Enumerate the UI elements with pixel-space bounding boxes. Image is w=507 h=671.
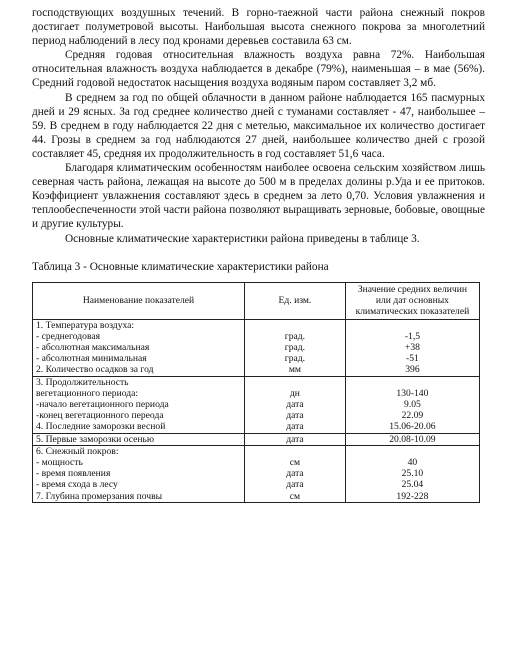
- row-unit: мм: [288, 364, 301, 376]
- row-label: 5. Первые заморозки осенью: [36, 433, 155, 445]
- row-label: - время схода в лесу: [36, 479, 118, 491]
- row-value: [349, 446, 476, 457]
- row-unit: [248, 446, 342, 457]
- cell-names: [33, 433, 245, 445]
- table-row: [33, 319, 480, 376]
- row-label: - мощность: [36, 457, 83, 469]
- header-value: [345, 282, 479, 319]
- row-label: - абсолютная максимальная: [36, 342, 150, 353]
- table-row: [33, 433, 480, 445]
- cell-units: [245, 319, 346, 376]
- row-unit: дата: [286, 399, 304, 411]
- climate-table: [32, 282, 480, 503]
- row-value: 130-140: [396, 387, 429, 399]
- row-label: -начало вегетационного периода: [36, 399, 169, 411]
- header-value-line: или дат основных: [375, 294, 449, 306]
- row-value: 25.10: [401, 468, 424, 480]
- row-value: 20.08-10.09: [389, 433, 436, 445]
- cell-names: [33, 376, 245, 433]
- paragraph-humidity: Средняя годовая относительная влажность воздуха равна 72%. Наибольшая относительная влажность воздуха наблюдается в декабре (79%), наименьшая – в мае (56%). Средний годовой недостаток насыщения воздуха водяным паром составляет 3,2 мб.: [32, 49, 485, 90]
- cell-values: [345, 445, 479, 502]
- row-unit: дата: [286, 468, 304, 480]
- cell-units: [245, 445, 346, 502]
- row-label: - абсолютная минимальная: [36, 353, 147, 365]
- row-label: 4. Последние заморозки весной: [36, 421, 166, 433]
- row-unit: дн: [289, 387, 300, 399]
- row-unit: дата: [286, 433, 304, 445]
- row-unit: град.: [284, 330, 306, 342]
- row-label: 7. Глубина промерзания почвы: [36, 490, 163, 502]
- row-label: - среднегодовая: [36, 330, 101, 342]
- cell-names: [33, 445, 245, 502]
- row-value: 192-228: [396, 490, 429, 502]
- header-value-line: Значение средних величин: [357, 283, 467, 295]
- table-header-row: [33, 282, 480, 319]
- row-value: 396: [405, 364, 420, 376]
- paragraph-agriculture: Благодаря климатическим особенностям наиболее освоена сельским хозяйством лишь северная часть района, лежащая на высоте до 500 м в пределах долины р.Уда и ее притоков. Коэффициент увлажнения составляют здесь в среднем за лето 0,70. Условия увлажнения и теплообеспеченности этой части района позволяют выращивать зерновые, бобовые, овощные и другие культуры.: [32, 162, 485, 231]
- row-unit: [248, 320, 342, 331]
- paragraph-cloudiness: В среднем за год по общей облачности в данном районе наблюдается 165 пасмурных дней и 29 ясных. За год среднее количество дней с туманами составляет - 47, наибольшее – 59. В среднем в году наблюдается 22 дня с метелью, максимальное их количество достигает 44. Грозы в среднем за год наблюдаются 27 дней, наибольшее количество дней с грозой составляет 45, средняя их продолжительность в год составляет 51,6 часа.: [32, 91, 485, 160]
- row-unit: [248, 377, 342, 388]
- row-value: [349, 320, 476, 331]
- row-value: 40: [407, 457, 418, 469]
- table-row: [33, 445, 480, 502]
- row-value: 9.05: [404, 399, 421, 411]
- row-value: +38: [404, 342, 420, 353]
- header-value-line: климатических показателей: [355, 306, 470, 318]
- row-unit: дата: [286, 479, 304, 491]
- row-value: -51: [406, 353, 419, 365]
- header-unit: Ед. изм.: [245, 282, 346, 319]
- row-value: -1,5: [404, 330, 421, 342]
- paragraph-snow-cover: господствующих воздушных течений. В горно-таежной части района снежный покров достигает полуметровой высоты. Наибольшая высота снежного покрова за многолетний период наблюдений в лесу под кронами деревьев составила 63 см.: [32, 7, 485, 48]
- row-value: 22.09: [401, 410, 424, 422]
- row-label: 2. Количество осадков за год: [36, 364, 154, 376]
- header-name: Наименование показателей: [33, 282, 245, 319]
- row-label: 6. Снежный покров:: [36, 445, 119, 457]
- paragraph-table-reference: Основные климатические характеристики района приведены в таблице 3.: [65, 232, 420, 245]
- row-value: 25.04: [401, 479, 424, 491]
- table-row: [33, 376, 480, 433]
- cell-values: [345, 433, 479, 445]
- row-label: вегетационного периода:: [36, 387, 139, 399]
- cell-units: [245, 376, 346, 433]
- row-label: 3. Продолжительность: [36, 376, 129, 388]
- cell-values: [345, 376, 479, 433]
- row-label: -конец вегетационного перeода: [36, 410, 164, 422]
- row-value: [349, 377, 476, 388]
- cell-units: [245, 433, 346, 445]
- row-unit: дата: [286, 421, 304, 433]
- cell-values: [345, 319, 479, 376]
- cell-names: [33, 319, 245, 376]
- row-unit: дата: [286, 410, 304, 422]
- row-unit: см: [289, 457, 301, 469]
- table-caption: Таблица 3 - Основные климатические характеристики района: [32, 260, 329, 273]
- row-unit: град.: [284, 353, 306, 365]
- row-unit: град.: [284, 342, 306, 353]
- row-label: 1. Температура воздуха:: [36, 319, 135, 331]
- row-unit: см: [289, 490, 301, 502]
- row-value: 15.06-20.06: [389, 421, 436, 433]
- row-label: - время появления: [36, 468, 111, 480]
